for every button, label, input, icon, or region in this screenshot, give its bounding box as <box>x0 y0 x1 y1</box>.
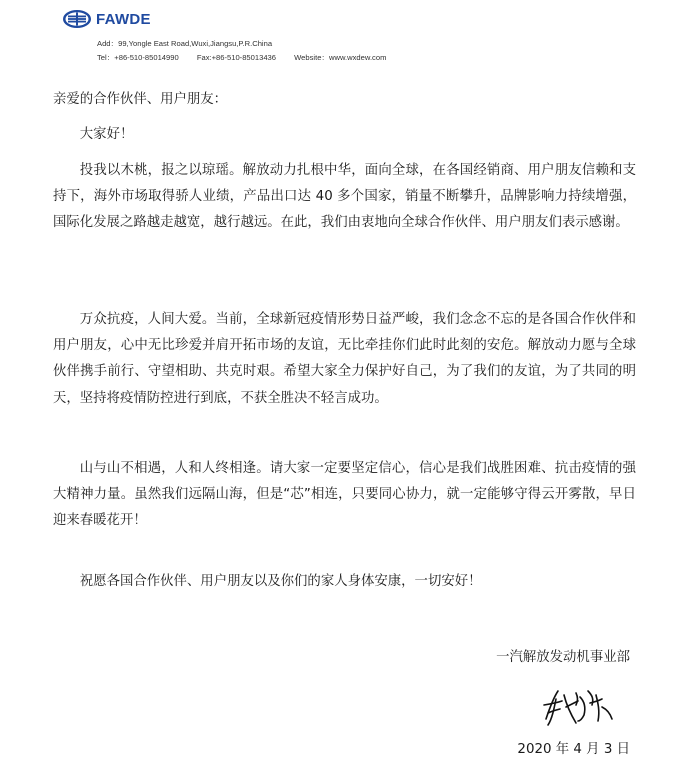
salutation: 亲爱的合作伙伴、用户朋友： <box>53 92 228 107</box>
brand-name: FAWDE <box>96 10 151 28</box>
letterhead <box>0 0 684 72</box>
company-logo <box>62 8 151 30</box>
handwritten-signature <box>540 685 616 729</box>
body-paragraph-1: 投我以木桃，报之以琼瑶。解放动力扎根中华，面向全球，在各国经销商、用户朋友信赖和支持下，海外市场取得骄人业绩，产品出口达 40 多个国家，销量不断攀升，品牌影响力持续增强，国际化发展之路越走越宽，越行越远。在此，我们由衷地向全球合作伙伴、用户朋友们表示感谢。 <box>53 163 636 231</box>
contact-line <box>97 52 537 63</box>
greeting: 大家好！ <box>79 127 134 142</box>
website: Website：www.wxdew.com <box>294 53 387 62</box>
sender-department: 一汽解放发动机事业部 <box>496 650 630 665</box>
letter-date: 2020 年 4 月 3 日 <box>517 742 630 757</box>
telephone: Tel：+86-510-85014990 <box>97 53 179 62</box>
fawde-emblem-icon <box>62 9 92 29</box>
body-paragraph-4: 祝愿各国合作伙伴、用户朋友以及你们的家人身体安康，一切安好！ <box>79 574 482 589</box>
company-address: Add：99,Yongle East Road,Wuxi,Jiangsu,P.R.China <box>97 39 273 48</box>
body-paragraph-3: 山与山不相遇，人和人终相逢。请大家一定要坚定信心，信心是我们战胜困难、抗击疫情的强大精神力量。虽然我们远隔山海，但是“芯”相连，只要同心协力，就一定能够守得云开雾散，早日迎来春暖花开！ <box>53 461 636 529</box>
body-paragraph-2: 万众抗疫，人间大爱。当前，全球新冠疫情形势日益严峻，我们念念不忘的是各国合作伙伴和用户朋友，心中无比珍爱并肩开拓市场的友谊，无比牵挂你们此时此刻的安危。解放动力愿与全球伙伴携手前行、守望相助、共克时艰。希望大家全力保护好自己，为了我们的友谊，为了共同的明天，坚持将疫情防控进行到底，不获全胜决不轻言成功。 <box>53 312 636 406</box>
fax: Fax:+86-510-85013436 <box>196 53 276 62</box>
